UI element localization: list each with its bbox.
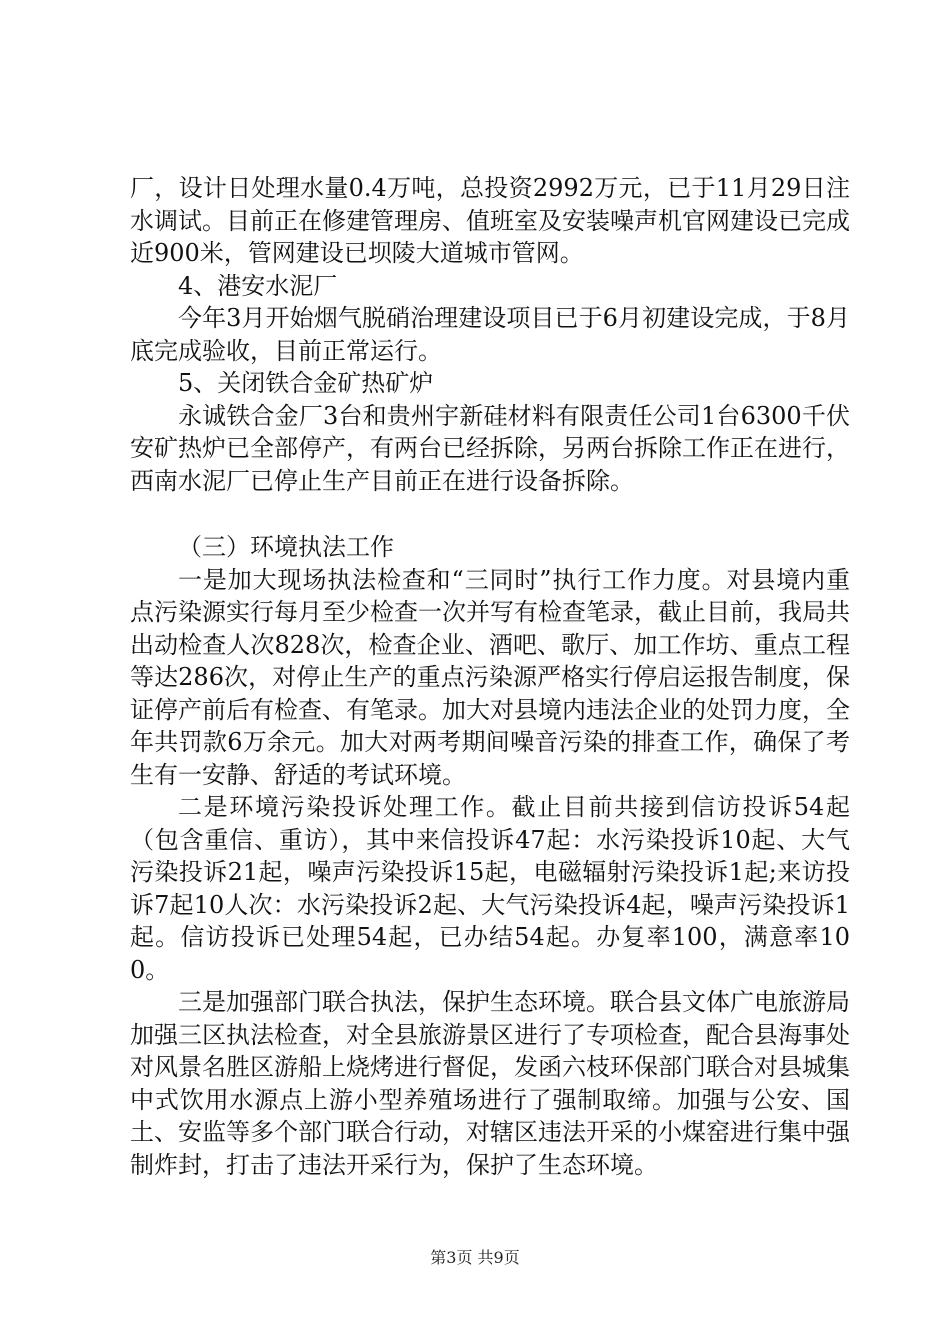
- paragraph-close-ferroalloy: 永诚铁合金厂3台和贵州宇新硅材料有限责任公司1台6300千伏安矿热炉已全部停产，有两台已经拆除，另两台拆除工作正在进行，西南水泥厂已停止生产目前正在进行设备拆除。: [130, 401, 850, 495]
- paragraph-enforcement-2: 二是环境污染投诉处理工作。截止目前共接到信访投诉54起（包含重信、重访），其中来信投诉47起：水污染投诉10起、大气污染投诉21起，噪声污染投诉15起，电磁辐射污染投诉1起;来访投诉7起10人次：水污染投诉2起、大气污染投诉4起，噪声污染投诉1起。信访投诉已处理54起，已办结54起。办复率100，满意率100。: [130, 793, 850, 984]
- document-body: [130, 172, 850, 1181]
- heading-close-ferroalloy: 5、关闭铁合金矿热矿炉: [178, 369, 434, 397]
- paragraph-enforcement-1: 一是加大现场执法检查和“三同时”执行工作力度。对县境内重点污染源实行每月至少检查一次并写有检查笔录，截止目前，我局共出动检查人次828次，检查企业、酒吧、歌厅、加工作坊、重点工程等达286次，对停止生产的重点污染源严格实行停启运报告制度，保证停产前后有检查、有笔录。加大对县境内违法企业的处罚力度，全年共罚款6万余元。加大对两考期间噪音污染的排查工作，确保了考生有一安静、舒适的考试环境。: [130, 565, 850, 789]
- page-footer: 第3页 共9页: [430, 1248, 520, 1267]
- paragraph-gangan-cement: 今年3月开始烟气脱硝治理建设项目已于6月初建设完成，于8月底完成验收，目前正常运行。: [130, 304, 850, 365]
- section-heading-enforcement: （三）环境执法工作: [178, 533, 394, 561]
- paragraph-enforcement-3: 三是加强部门联合执法，保护生态环境。联合县文体广电旅游局加强三区执法检查，对全县旅游景区进行了专项检查，配合县海事处对风景名胜区游船上烧烤进行督促，发函六枝环保部门联合对县城集中式饮用水源点上游小型养殖场进行了强制取缔。加强与公安、国土、安监等多个部门联合行动，对辖区违法开采的小煤窑进行集中强制炸封，打击了违法开采行为，保护了生态环境。: [130, 988, 850, 1179]
- paragraph-sewage-plant: 厂，设计日处理水量0.4万吨，总投资2992万元，已于11月29日注水调试。目前正在修建管理房、值班室及安装噪声机官网建设已完成近900米，管网建设已坝陵大道城市管网。: [130, 174, 850, 267]
- heading-gangan-cement: 4、港安水泥厂: [178, 271, 338, 300]
